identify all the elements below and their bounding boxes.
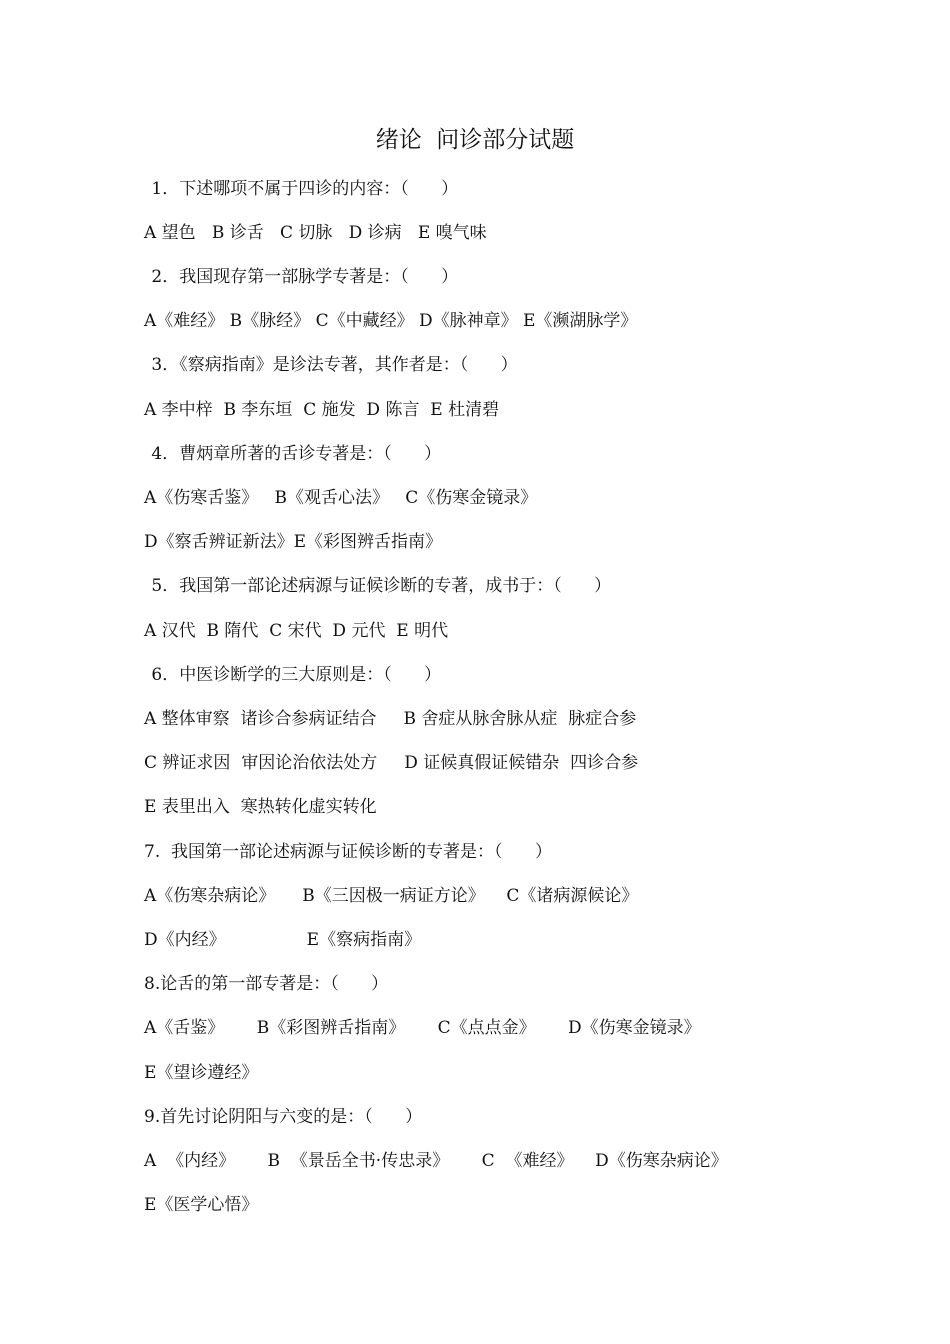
options-9-line-1: A 《内经》 B 《景岳全书·传忠录》 C 《难经》 D《伤寒杂病论》: [144, 1151, 728, 1171]
question-7: 7. 我国第一部论述病源与证候诊断的专著是：（ ）: [144, 842, 552, 862]
question-6: 6．中医诊断学的三大原则是：（ ）: [146, 665, 442, 685]
question-5: 5．我国第一部论述病源与证候诊断的专著，成书于：（ ）: [146, 576, 612, 596]
options-6-line-2: C 辨证求因 审因论治依法处方 D 证候真假证候错杂 四诊合参: [144, 753, 639, 773]
options-2: A《难经》 B《脉经》 C《中藏经》 D《脉神章》 E《濒湖脉学》: [144, 311, 638, 331]
page-title: 绪论 问诊部分试题: [375, 127, 575, 153]
options-5: A 汉代 B 隋代 C 宋代 D 元代 E 明代: [144, 621, 449, 641]
options-4-line-1: A《伤寒舌鉴》 B《观舌心法》 C《伤寒金镜录》: [144, 488, 538, 508]
question-4: 4．曹炳章所著的舌诊专著是：（ ）: [146, 444, 442, 464]
options-3: A 李中梓 B 李东垣 C 施发 D 陈言 E 杜清碧: [144, 400, 500, 420]
question-2: 2．我国现存第一部脉学专著是：（ ）: [146, 267, 459, 287]
options-8-line-1: A《舌鉴》 B《彩图辨舌指南》 C《点点金》 D《伤寒金镜录》: [144, 1018, 701, 1038]
question-3: 3．《察病指南》是诊法专著，其作者是：（ ）: [146, 355, 518, 375]
options-9-line-2: E《医学心悟》: [144, 1195, 259, 1215]
options-4-line-2: D《察舌辨证新法》E《彩图辨舌指南》: [144, 532, 443, 552]
options-7-line-2: D《内经》 E《察病指南》: [144, 930, 422, 950]
options-1: A 望色 B 诊舌 C 切脉 D 诊病 E 嗅气味: [144, 223, 487, 243]
options-8-line-2: E《望诊遵经》: [144, 1063, 259, 1083]
options-6-line-3: E 表里出入 寒热转化虚实转化: [144, 797, 377, 817]
options-6-line-1: A 整体审察 诸诊合参病证结合 B 舍症从脉舍脉从症 脉症合参: [144, 709, 637, 729]
question-1: 1．下述哪项不属于四诊的内容：（ ）: [146, 179, 459, 199]
question-8: 8.论舌的第一部专著是：（ ）: [144, 974, 389, 994]
options-7-line-1: A《伤寒杂病论》 B《三因极一病证方论》 C《诸病源候论》: [144, 886, 639, 906]
question-9: 9.首先讨论阴阳与六变的是：（ ）: [144, 1107, 423, 1127]
